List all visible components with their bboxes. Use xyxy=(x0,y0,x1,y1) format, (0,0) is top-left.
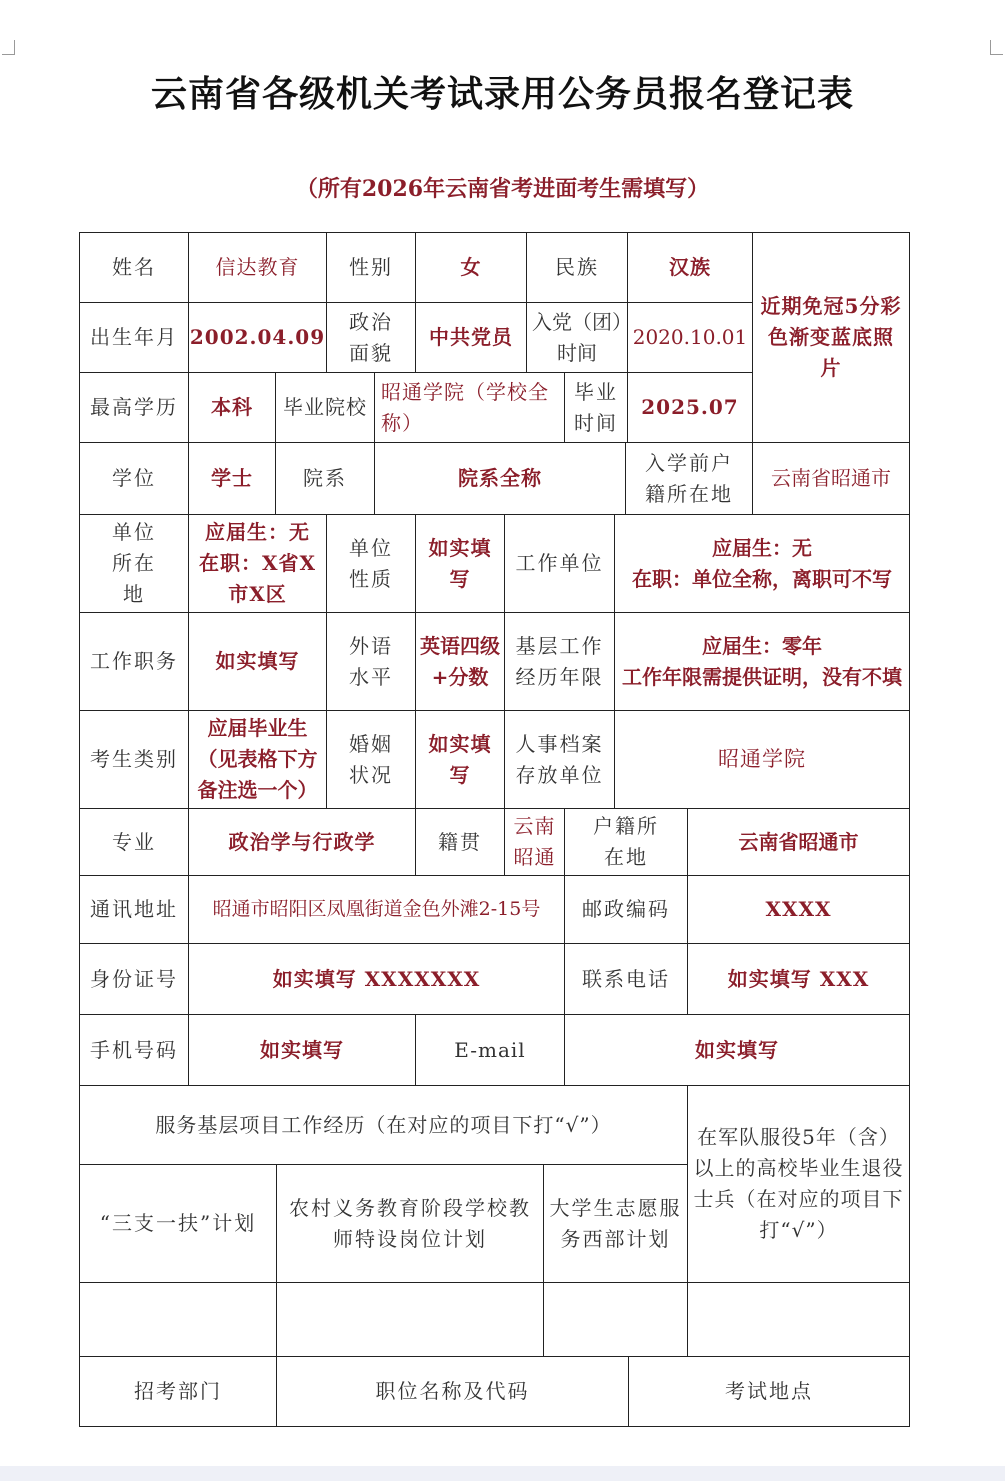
work-unit-label: 工作单位 xyxy=(504,514,615,613)
hukou-value[interactable]: 云南省昭通市 xyxy=(687,808,910,876)
gender-value[interactable]: 女 xyxy=(415,232,527,303)
postcode-label: 邮政编码 xyxy=(564,875,688,944)
grassroots-value[interactable] xyxy=(614,612,910,711)
service-header: 服务基层项目工作经历（在对应的项目下打“√”） xyxy=(79,1085,688,1165)
unit-location-value[interactable]: 应届生：无 在职：X省X市X区 xyxy=(188,514,327,613)
mobile-label: 手机号码 xyxy=(79,1014,189,1086)
plan-rural-teacher-check[interactable] xyxy=(276,1282,544,1357)
military-check[interactable] xyxy=(687,1282,910,1357)
major-value[interactable]: 政治学与行政学 xyxy=(188,808,416,876)
plan-west-volunteer-check[interactable] xyxy=(543,1282,688,1357)
email-value[interactable]: 如实填写 xyxy=(564,1014,910,1086)
plan-three-support-check[interactable] xyxy=(79,1282,277,1357)
recruit-dept-label: 招考部门 xyxy=(79,1356,277,1427)
form-subtitle: （所有2026年云南省考进面考生需填写） xyxy=(295,176,710,202)
plan-three-support: “三支一扶”计划 xyxy=(79,1164,277,1283)
address-label: 通讯地址 xyxy=(79,875,189,944)
unit-nature-value[interactable]: 如实填写 xyxy=(415,514,505,613)
category-label: 考生类别 xyxy=(79,710,189,809)
hukou-label: 户籍所在地 xyxy=(564,808,688,876)
major-label: 专业 xyxy=(79,808,189,876)
degree-label: 学位 xyxy=(79,442,189,515)
native-label: 籍贯 xyxy=(415,808,505,876)
name-label: 姓名 xyxy=(79,232,189,303)
grassroots-value-fresh: 应届生：零年 xyxy=(702,633,822,658)
grad-time-label: 毕业时间 xyxy=(564,372,628,443)
email-label: E-mail xyxy=(415,1014,565,1086)
political-value[interactable]: 中共党员 xyxy=(415,302,527,373)
language-label: 外语水平 xyxy=(326,612,416,711)
unit-location-label: 单位所在地 xyxy=(79,514,189,613)
form-title: 云南省各级机关考试录用公务员报名登记表 xyxy=(150,73,854,115)
postcode-value[interactable]: XXXX xyxy=(687,875,910,944)
department-value[interactable]: 院系全称 xyxy=(374,442,626,515)
military-cell: 在军队服役5年（含）以上的高校毕业生退役士兵（在对应的项目下打“√”） xyxy=(687,1085,910,1283)
work-unit-value-fresh: 应届生：无 xyxy=(712,535,812,560)
photo-box[interactable]: 近期免冠5分彩色渐变蓝底照片 xyxy=(752,232,910,443)
phone-value[interactable]: 如实填写 XXX xyxy=(687,943,910,1015)
degree-value[interactable]: 学士 xyxy=(188,442,276,515)
grassroots-value-note: 工作年限需提供证明，没有不填 xyxy=(622,664,902,689)
school-value[interactable]: 昭通学院（学校全称） xyxy=(374,372,565,443)
work-unit-value[interactable] xyxy=(614,514,910,613)
gender-label: 性别 xyxy=(326,232,416,303)
hukou-before-value[interactable]: 云南省昭通市 xyxy=(752,442,910,515)
education-label: 最高学历 xyxy=(79,372,189,443)
party-time-value[interactable]: 2020.10.01 xyxy=(627,302,753,373)
archive-value[interactable]: 昭通学院 xyxy=(614,710,910,809)
school-label: 毕业院校 xyxy=(275,372,375,443)
native-value[interactable]: 云南昭通 xyxy=(504,808,565,876)
job-value[interactable]: 如实填写 xyxy=(188,612,327,711)
birth-label: 出生年月 xyxy=(79,302,189,373)
position-label: 职位名称及代码 xyxy=(276,1356,629,1427)
department-label: 院系 xyxy=(275,442,375,515)
birth-value[interactable]: 2002.04.09 xyxy=(188,302,327,373)
language-value[interactable]: 英语四级+分数 xyxy=(415,612,505,711)
archive-label: 人事档案存放单位 xyxy=(504,710,615,809)
ethnicity-label: 民族 xyxy=(526,232,628,303)
phone-label: 联系电话 xyxy=(564,943,688,1015)
unit-nature-label: 单位性质 xyxy=(326,514,416,613)
grassroots-label: 基层工作经历年限 xyxy=(504,612,615,711)
exam-site-label: 考试地点 xyxy=(628,1356,910,1427)
party-time-label: 入党（团）时间 xyxy=(526,302,628,373)
category-value[interactable]: 应届毕业生（见表格下方备注选一个） xyxy=(188,710,327,809)
name-value[interactable]: 信达教育 xyxy=(188,232,327,303)
hukou-before-label: 入学前户籍所在地 xyxy=(625,442,753,515)
address-value[interactable]: 昭通市昭阳区凤凰街道金色外滩2-15号 xyxy=(188,875,565,944)
id-value[interactable]: 如实填写 XXXXXXX xyxy=(188,943,565,1015)
grad-time-value[interactable]: 2025.07 xyxy=(627,372,753,443)
plan-rural-teacher: 农村义务教育阶段学校教师特设岗位计划 xyxy=(276,1164,544,1283)
id-label: 身份证号 xyxy=(79,943,189,1015)
job-label: 工作职务 xyxy=(79,612,189,711)
plan-west-volunteer: 大学生志愿服务西部计划 xyxy=(543,1164,688,1283)
mobile-value[interactable]: 如实填写 xyxy=(188,1014,416,1086)
marriage-value[interactable]: 如实填写 xyxy=(415,710,505,809)
marriage-label: 婚姻状况 xyxy=(326,710,416,809)
political-label: 政治面貌 xyxy=(326,302,416,373)
education-value[interactable]: 本科 xyxy=(188,372,276,443)
bottom-bar xyxy=(0,1466,1005,1481)
work-unit-value-employed: 在职：单位全称，离职可不写 xyxy=(632,566,892,591)
ethnicity-value[interactable]: 汉族 xyxy=(627,232,753,303)
